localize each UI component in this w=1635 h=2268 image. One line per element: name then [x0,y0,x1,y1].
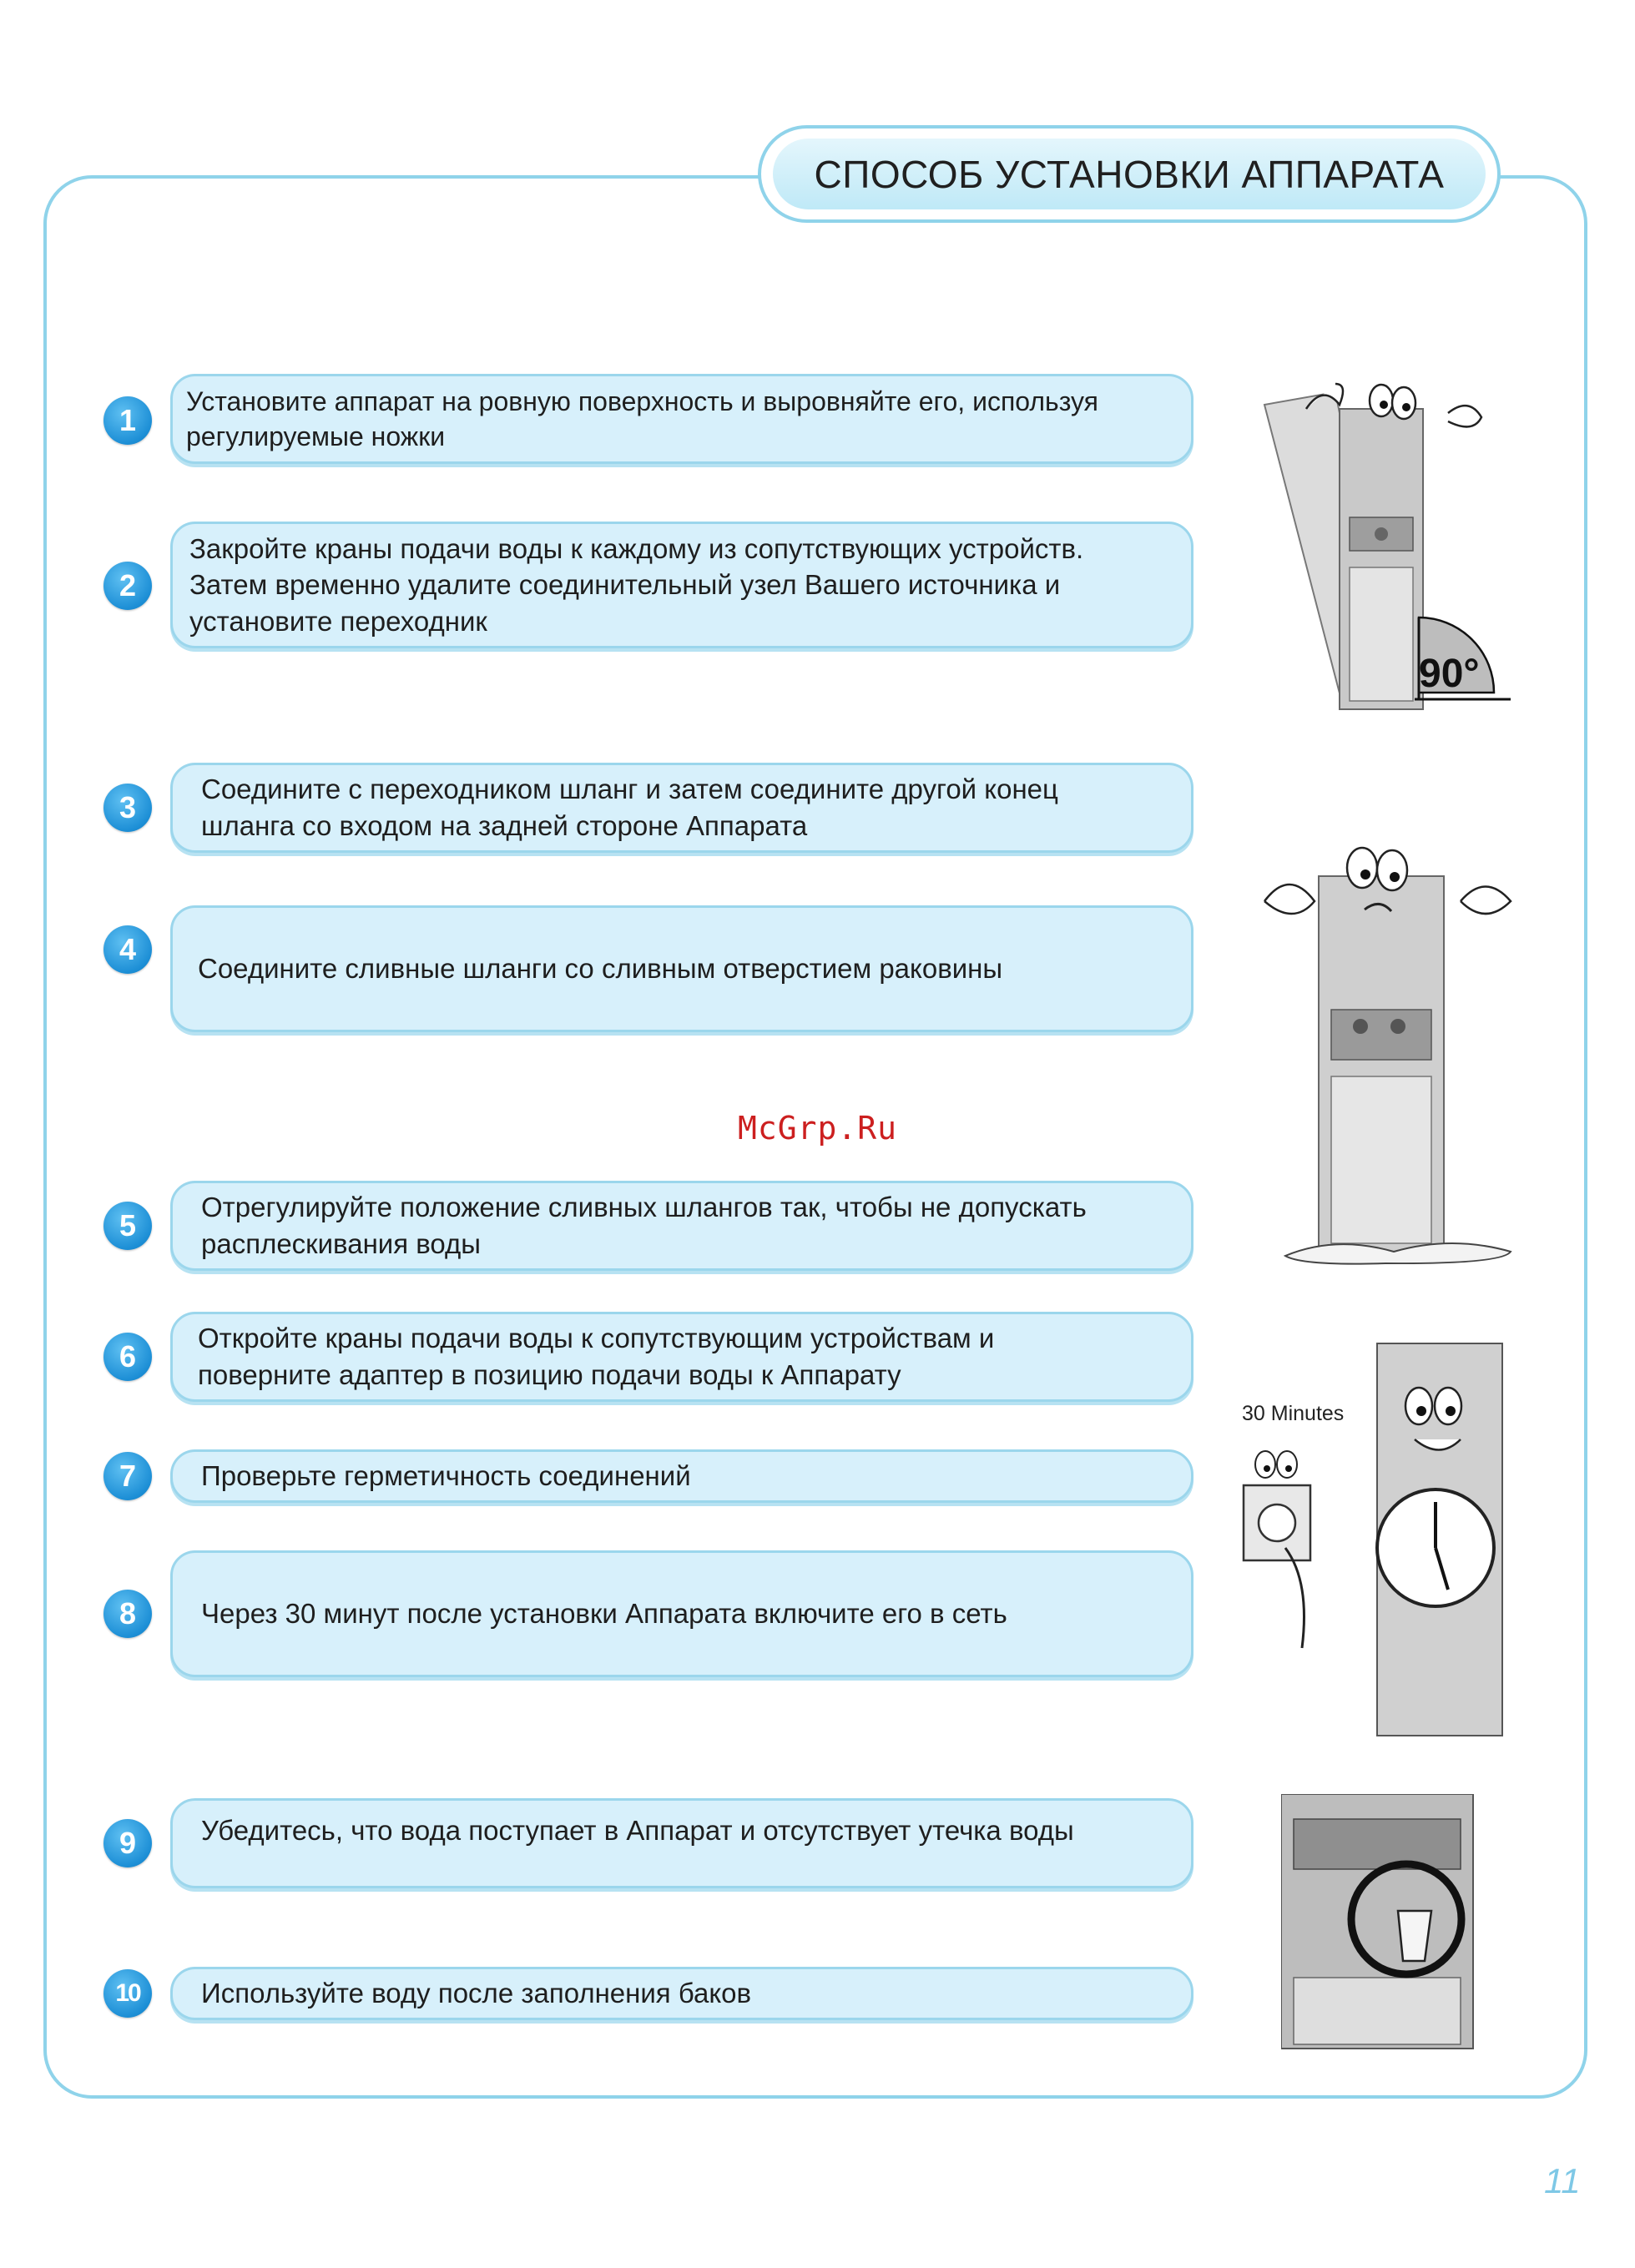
step-instruction-text: Через 30 минут после установки Аппарата включите его в сеть [201,1598,1007,1630]
step-instruction-text: Закройте краны подачи воды к каждому из сопутствующих устройств. Затем временно удалите соединительный узел Вашего источника и установите переходник [189,532,1084,637]
cup-icon [1398,1911,1431,1961]
step-instruction-text: Установите аппарат на ровную поверхность и выровняйте его, используя регулируемые ножки [186,386,1098,451]
tilted-dispenser-illustration [1256,375,1523,718]
spilling-dispenser-illustration [1252,843,1527,1268]
step-instruction-box [170,1550,1193,1677]
clock-plug-illustration [1235,1339,1519,1740]
step-number-badge: 8 [103,1590,152,1638]
step-instruction-box [170,1449,1193,1503]
clock-icon [1377,1489,1494,1606]
step-number-badge: 1 [103,396,152,445]
step-number-badge: 6 [103,1333,152,1381]
angle-label: 90° [1419,652,1480,696]
timer-label: 30 Minutes [1242,1402,1345,1425]
page-number: 11 [1544,2161,1581,2200]
step-number-badge: 4 [103,925,152,974]
step-instruction-box [170,522,1193,648]
step-number-badge: 3 [103,784,152,832]
step-instruction-text: Проверьте герметичность соединений [201,1460,691,1492]
step-instruction-box [170,1312,1193,1402]
step-instruction-text: Отрегулируйте положение сливных шлангов так, чтобы не допускать расплескивания воды [201,1192,1087,1259]
page-title-badge [758,125,1501,223]
power-socket-drawing [1244,1451,1310,1648]
step-instruction-box [170,374,1193,464]
step-instruction-box [170,1181,1193,1271]
dispenser-body-drawing [1319,876,1444,1252]
step-number-badge: 10 [103,1969,152,2018]
step-number-badge: 5 [103,1202,152,1250]
step-instruction-text: Откройте краны подачи воды к сопутствующим устройствам и поверните адаптер в позицию подачи воды к Аппарату [198,1323,995,1390]
step-number-badge: 9 [103,1819,152,1867]
step-instruction-text: Соедините сливные шланги со сливным отверстием раковины [198,953,1003,985]
step-number-badge: 7 [103,1452,152,1500]
step-instruction-text: Убедитесь, что вода поступает в Аппарат и отсутствует утечка воды [201,1815,1074,1846]
step-instruction-box [170,1967,1193,2020]
step-number-badge: 2 [103,562,152,610]
dispenser-body-drawing [1264,392,1423,709]
step-instruction-text: Используйте воду после заполнения баков [201,1978,752,2009]
step-instruction-box [170,763,1193,853]
page-title: СПОСОБ УСТАНОВКИ АППАРАТА [773,139,1486,209]
step-instruction-box [170,905,1193,1032]
cup-filling-illustration [1281,1794,1519,2053]
step-instruction-box [170,1798,1193,1888]
step-instruction-text: Соедините с переходником шланг и затем соедините другой конец шланга со входом на задней стороне Аппарата [201,774,1058,841]
watermark: McGrp.Ru [738,1110,898,1147]
